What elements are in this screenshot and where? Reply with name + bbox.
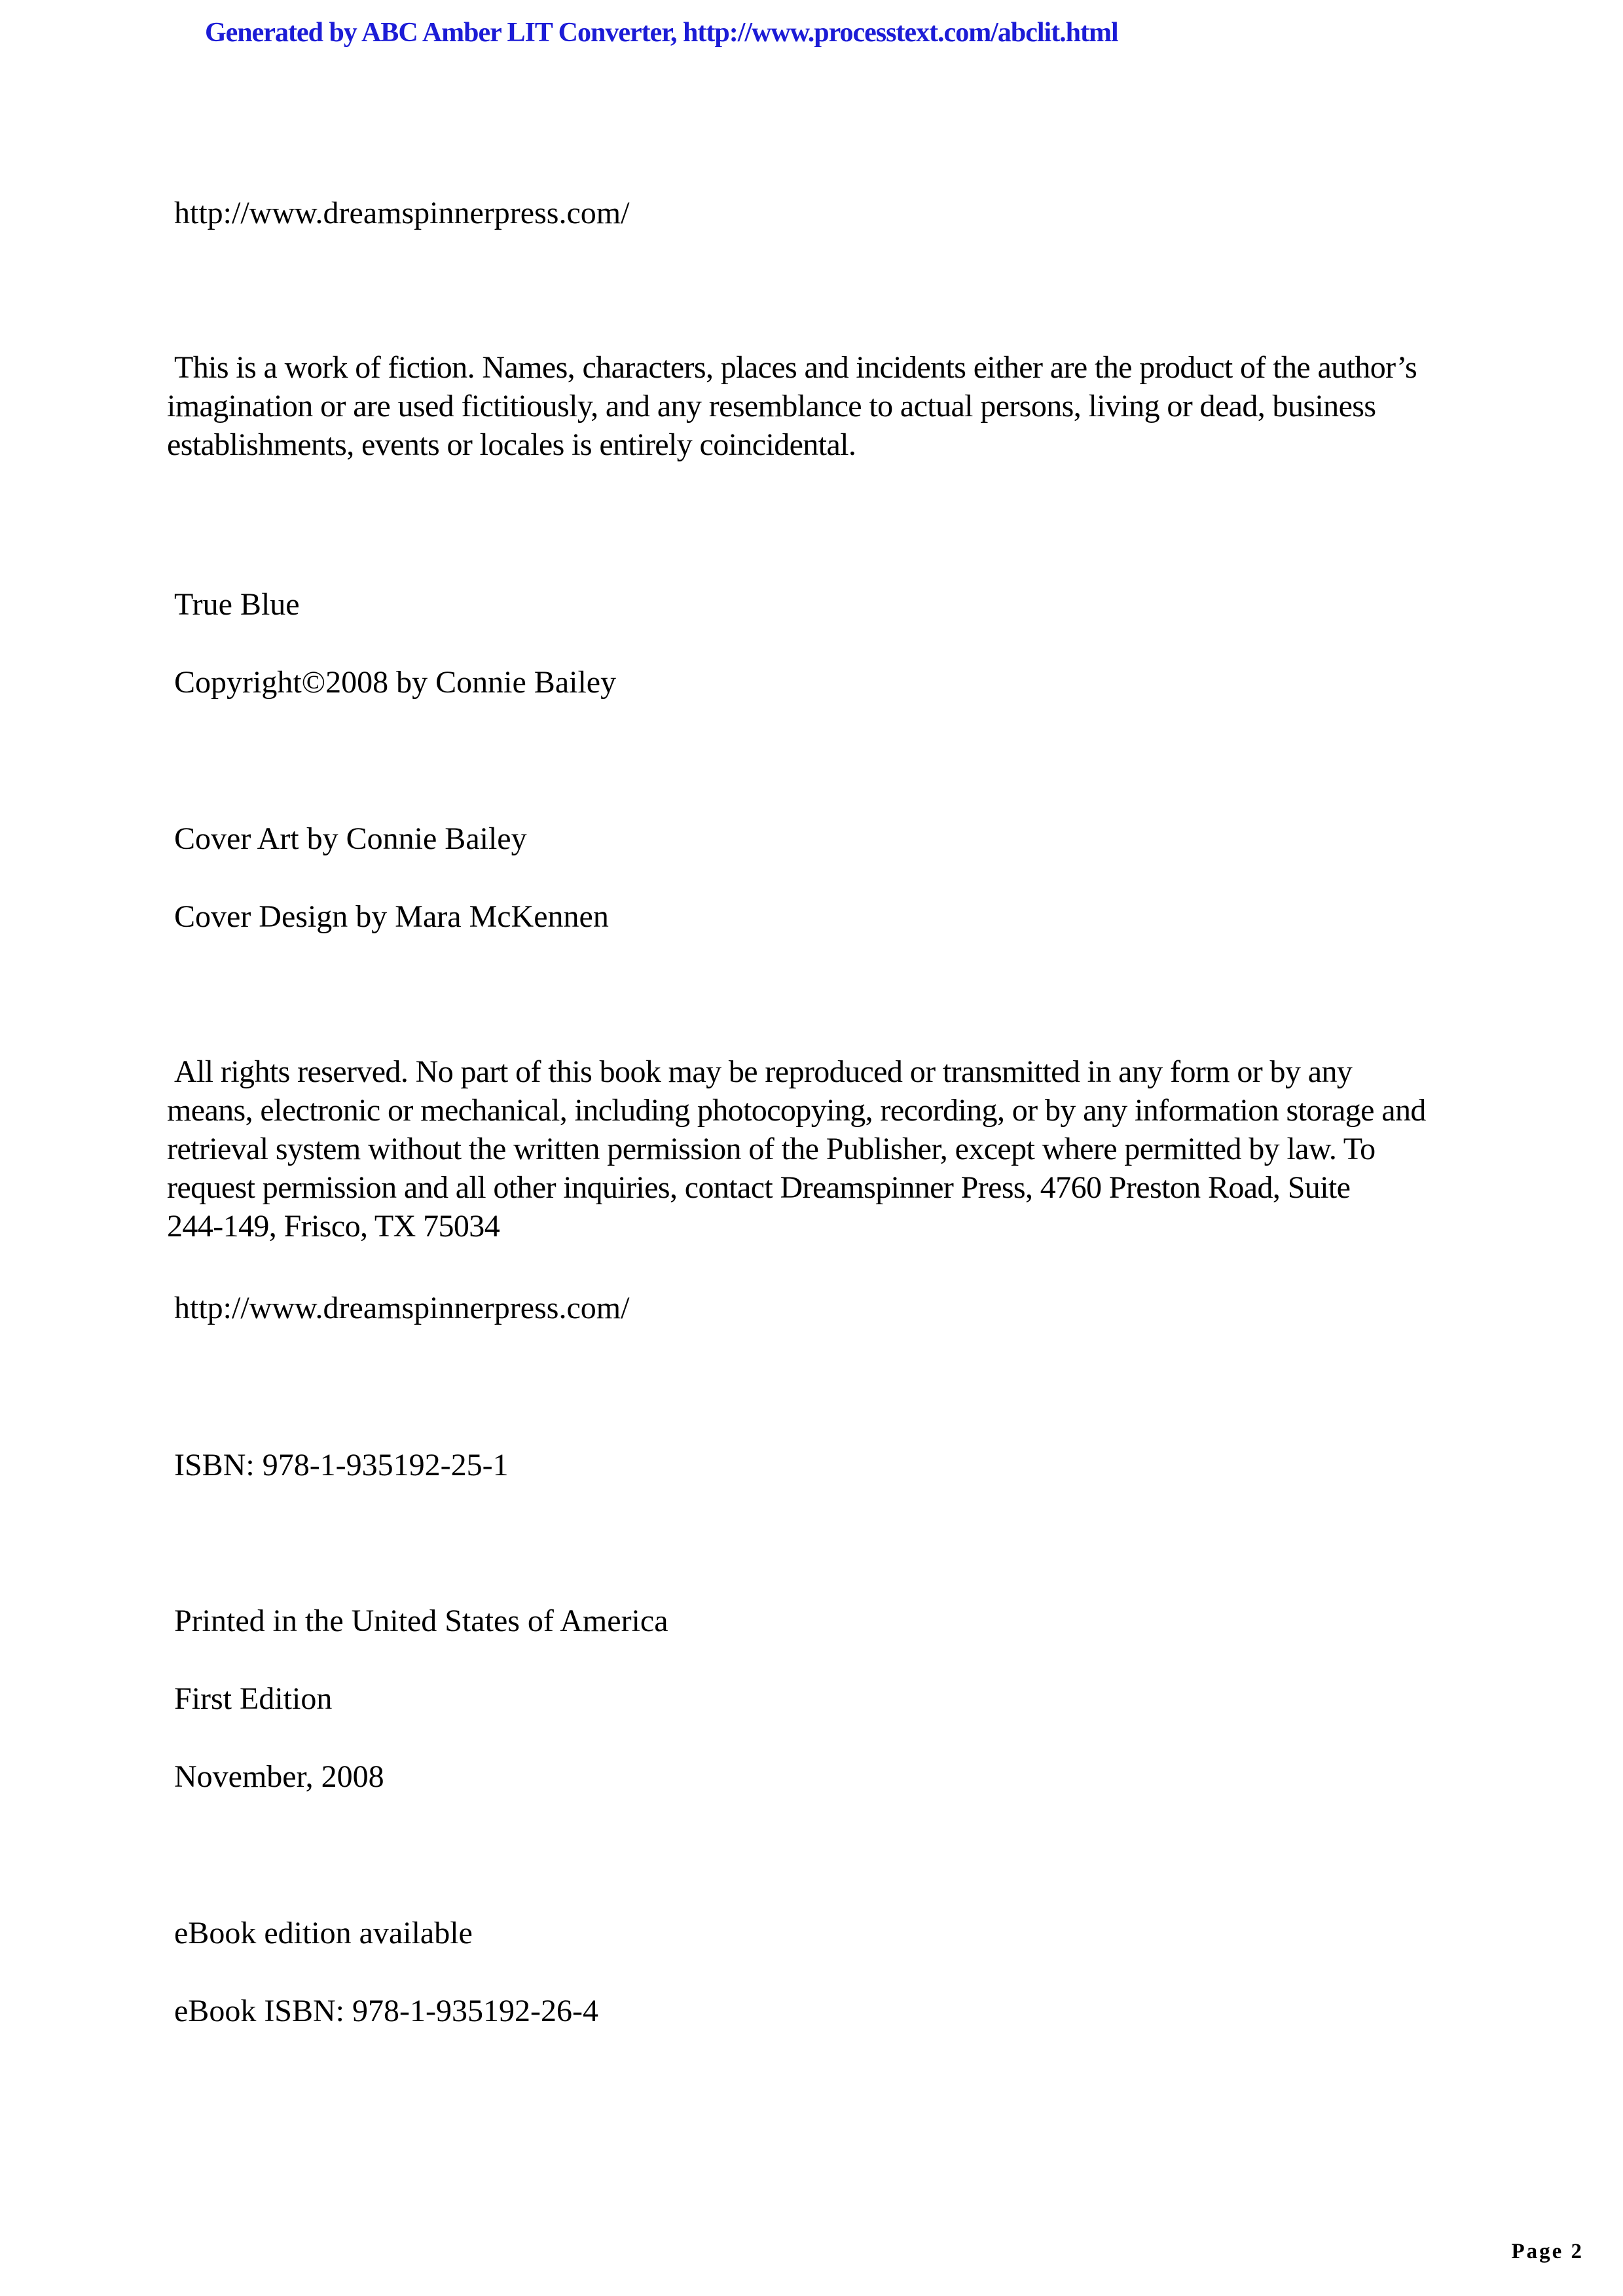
cover-design-credit: Cover Design by Mara McKennen — [174, 899, 609, 934]
rights-line: retrieval system without the written permission of the Publisher, except where permitted by law. To — [167, 1132, 1376, 1166]
cover-art-credit: Cover Art by Connie Bailey — [174, 821, 527, 856]
publisher-url-top: http://www.dreamspinnerpress.com/ — [174, 196, 630, 230]
publisher-url-bottom: http://www.dreamspinnerpress.com/ — [174, 1291, 630, 1325]
fiction-disclaimer — [167, 348, 1476, 464]
isbn: ISBN: 978-1-935192-25-1 — [174, 1448, 509, 1482]
rights-line: All rights reserved. No part of this book may be reproduced or transmitted in any form or by any — [174, 1054, 1353, 1089]
disclaimer-line: imagination or are used fictitiously, and any resemblance to actual persons, living or dead, business — [167, 389, 1376, 423]
book-title: True Blue — [174, 587, 300, 622]
copyright-line: Copyright©2008 by Connie Bailey — [174, 665, 617, 700]
edition: First Edition — [174, 1681, 333, 1716]
page-number: Page 2 — [1511, 2240, 1584, 2263]
rights-line: request permission and all other inquiries, contact Dreamspinner Press, 4760 Preston Road, Suite — [167, 1170, 1351, 1205]
printed-location: Printed in the United States of America — [174, 1604, 668, 1638]
rights-line: means, electronic or mechanical, including photocopying, recording, or by any information storage and — [167, 1093, 1426, 1128]
disclaimer-line: establishments, events or locales is entirely coincidental. — [167, 427, 856, 462]
ebook-availability: eBook edition available — [174, 1916, 473, 1950]
converter-header-link[interactable]: Generated by ABC Amber LIT Converter, http://www.processtext.com/abclit.html — [205, 18, 1118, 48]
publication-date: November, 2008 — [174, 1759, 384, 1794]
rights-statement — [167, 1052, 1476, 1246]
rights-line: 244-149, Frisco, TX 75034 — [167, 1209, 500, 1244]
disclaimer-line: This is a work of fiction. Names, characters, places and incidents either are the product of the author’s — [174, 350, 1417, 385]
ebook-isbn: eBook ISBN: 978-1-935192-26-4 — [174, 1994, 598, 2028]
